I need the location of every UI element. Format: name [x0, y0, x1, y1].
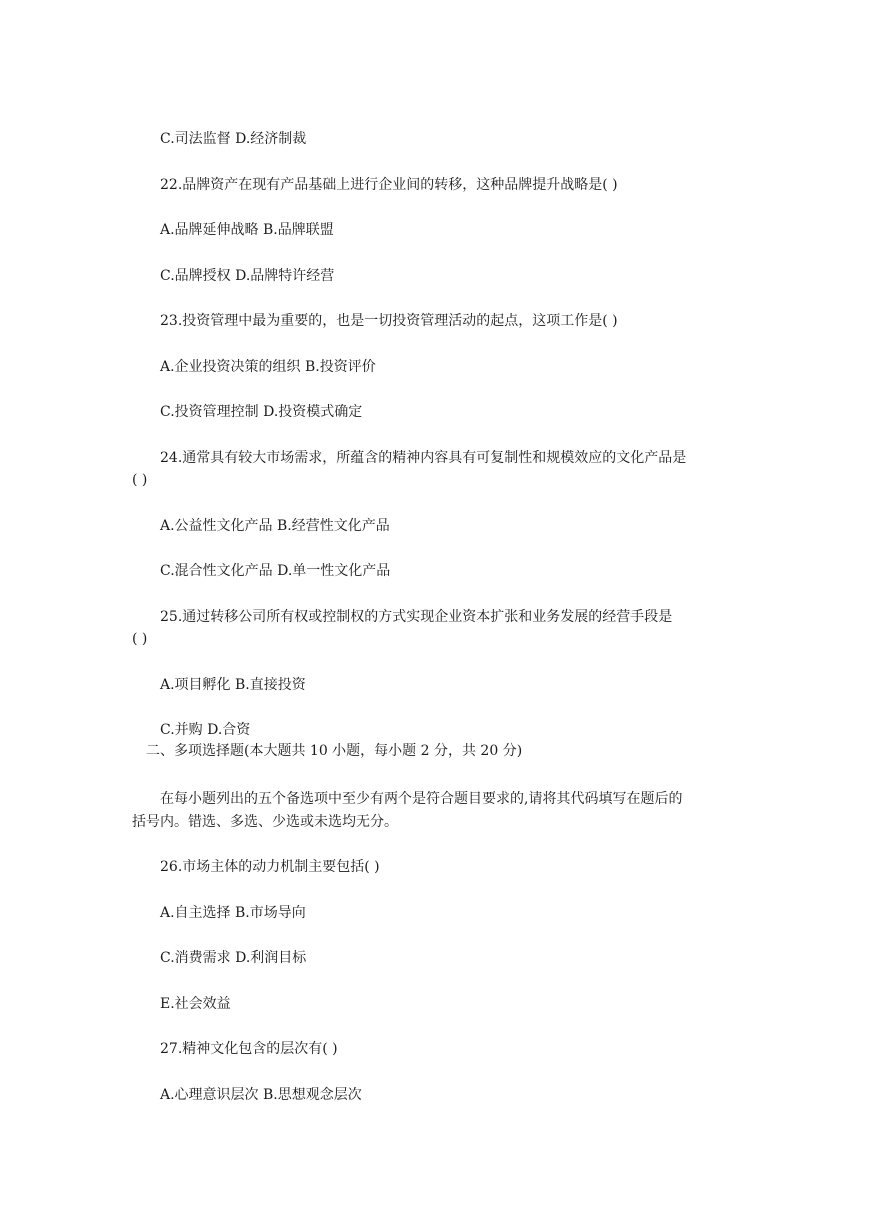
option-line-21cd: C.司法监督 D.经济制裁	[160, 131, 307, 147]
option-line-27ab: A.心理意识层次 B.思想观念层次	[160, 1087, 362, 1103]
question-22: 22.品牌资产在现有产品基础上进行企业间的转移，这种品牌提升战略是( )	[160, 177, 618, 193]
question-24: 24.通常具有较大市场需求，所蕴含的精神内容具有可复制性和规模效应的文化产品是	[160, 450, 687, 466]
option-line-25cd: C.并购 D.合资	[160, 722, 251, 738]
question-27: 27.精神文化包含的层次有( )	[160, 1041, 338, 1057]
option-line-26e: E.社会效益	[160, 996, 231, 1012]
question-25: 25.通过转移公司所有权或控制权的方式实现企业资本扩张和业务发展的经营手段是	[160, 609, 673, 625]
option-line-23ab: A.企业投资决策的组织 B.投资评价	[160, 359, 376, 375]
option-line-25ab: A.项目孵化 B.直接投资	[160, 677, 306, 693]
question-23: 23.投资管理中最为重要的，也是一切投资管理活动的起点，这项工作是( )	[160, 313, 618, 329]
option-line-22cd: C.品牌授权 D.品牌特许经营	[160, 268, 335, 284]
option-line-24ab: A.公益性文化产品 B.经营性文化产品	[160, 518, 390, 534]
option-line-22ab: A.品牌延伸战略 B.品牌联盟	[160, 222, 334, 238]
section-heading-multiple-choice: 二、多项选择题(本大题共 10 小题，每小题 2 分，共 20 分)	[146, 743, 523, 759]
option-line-23cd: C.投资管理控制 D.投资模式确定	[160, 404, 363, 420]
question-26: 26.市场主体的动力机制主要包括( )	[160, 859, 380, 875]
option-line-26cd: C.消费需求 D.利润目标	[160, 950, 307, 966]
question-25-bracket: ( )	[132, 631, 148, 647]
instructions-line-2: 括号内。错选、多选、少选或未选均无分。	[132, 814, 398, 830]
option-line-26ab: A.自主选择 B.市场导向	[160, 905, 306, 921]
option-line-24cd: C.混合性文化产品 D.单一性文化产品	[160, 563, 391, 579]
question-24-bracket: ( )	[132, 472, 148, 488]
instructions-line-1: 在每小题列出的五个备选项中至少有两个是符合题目要求的,请将其代码填写在题后的	[160, 791, 683, 807]
